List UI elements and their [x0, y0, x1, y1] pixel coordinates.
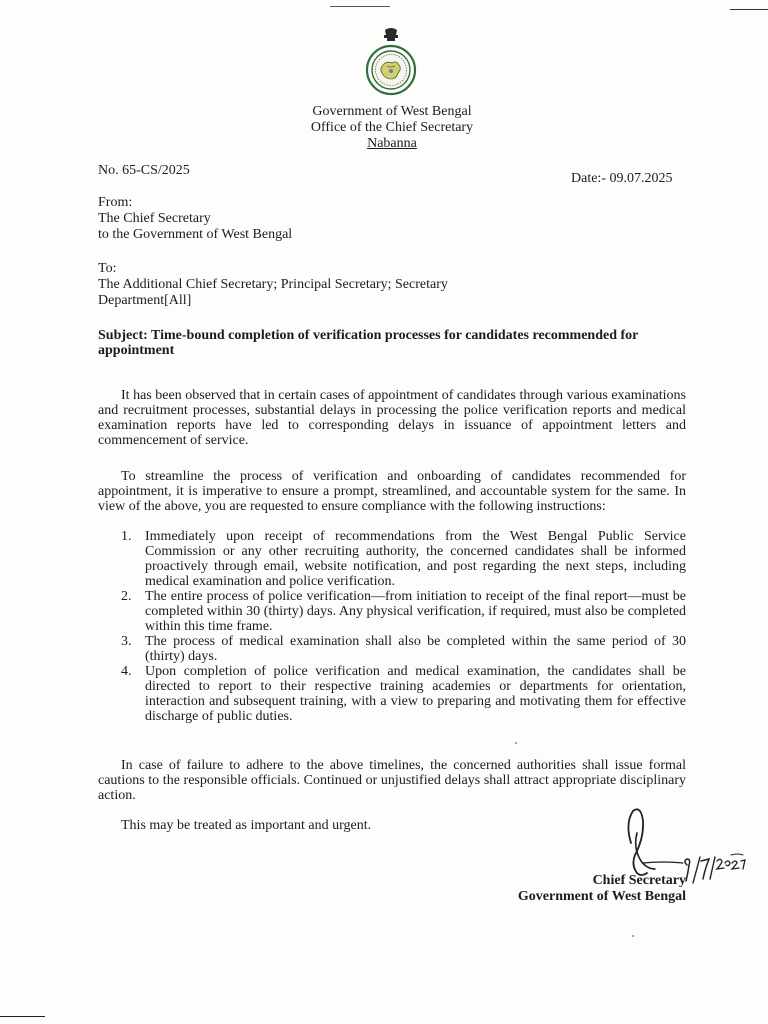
- to-label: To:: [98, 261, 117, 276]
- from-line: to the Government of West Bengal: [98, 227, 293, 242]
- instruction-text: Immediately upon receipt of recommendations from the West Bengal Public Service Commission or any other recruiting authority, the concerned candidates shall be informed proactively through email, website notification, and post regarding the next steps, including medical examination and police verification.: [145, 529, 686, 589]
- scan-speck: [515, 742, 517, 744]
- letterhead-line: Office of the Chief Secretary: [310, 120, 474, 135]
- signatory-block: [500, 873, 686, 905]
- signatory-title: Chief Secretary: [592, 873, 686, 888]
- instruction-item: [118, 529, 686, 589]
- reference-number: No. 65-CS/2025: [98, 163, 190, 178]
- instruction-number: 4.: [121, 664, 132, 679]
- from-label: From:: [98, 195, 133, 210]
- instruction-number: 2.: [121, 589, 132, 604]
- instruction-number: 1.: [121, 529, 132, 544]
- letter-date: Date:- 09.07.2025: [571, 171, 673, 186]
- closing-paragraph: In case of failure to adhere to the above timelines, the concerned authorities shall issue formal cautions to the responsible officials. Continued or unjustified delays shall attract appropriate disciplinary action.: [98, 758, 686, 803]
- letterhead-line: Nabanna: [367, 136, 417, 151]
- to-line: Department[All]: [98, 293, 192, 308]
- from-block: [98, 195, 292, 243]
- instruction-text: Upon completion of police verification and medical examination, the candidates shall be directed to report to their respective training academies or departments for orientation, interaction and subsequent training, with a view to preparing and motivating them for effective discharge of public duties.: [145, 664, 686, 724]
- scan-speck: [632, 935, 634, 937]
- body-paragraph: To streamline the process of verification and onboarding of candidates recommended for appointment, it is imperative to ensure a prompt, streamlined, and accountable system for the same. In view of the above, you are requested to ensure compliance with the following instructions:: [98, 469, 686, 514]
- instruction-text: The process of medical examination shall also be completed within the same period of 30 (thirty) days.: [145, 634, 686, 664]
- subject-line: Subject: Time-bound completion of verification processes for candidates recommended for appointment: [98, 328, 639, 358]
- letterhead-line: Government of West Bengal: [312, 104, 472, 119]
- body-paragraph: It has been observed that in certain cases of appointment of candidates through various examinations and recruitment processes, substantial delays in processing the police verification reports and medical examination reports have led to corresponding delays in issuance of appointment letters and commencement of service.: [98, 388, 686, 448]
- scan-mark: [0, 1016, 45, 1017]
- state-emblem-icon: [365, 26, 417, 96]
- instruction-number: 3.: [121, 634, 132, 649]
- letterhead: [250, 104, 534, 152]
- to-block: [98, 261, 498, 309]
- closing-paragraph: This may be treated as important and urgent.: [121, 818, 372, 833]
- to-line: The Additional Chief Secretary; Principal Secretary; Secretary: [98, 277, 448, 292]
- signatory-org: Government of West Bengal: [517, 889, 686, 904]
- instruction-item: [118, 589, 686, 634]
- from-line: The Chief Secretary: [98, 211, 211, 226]
- scan-mark: [330, 6, 390, 7]
- instruction-item: [118, 664, 686, 724]
- instruction-list: [118, 529, 686, 724]
- instruction-item: [118, 634, 686, 664]
- instruction-text: The entire process of police verification—from initiation to receipt of the final report—must be completed within 30 (thirty) days. Any physical verification, if required, must also be completed within this time frame.: [145, 589, 686, 634]
- scan-mark: [730, 9, 768, 10]
